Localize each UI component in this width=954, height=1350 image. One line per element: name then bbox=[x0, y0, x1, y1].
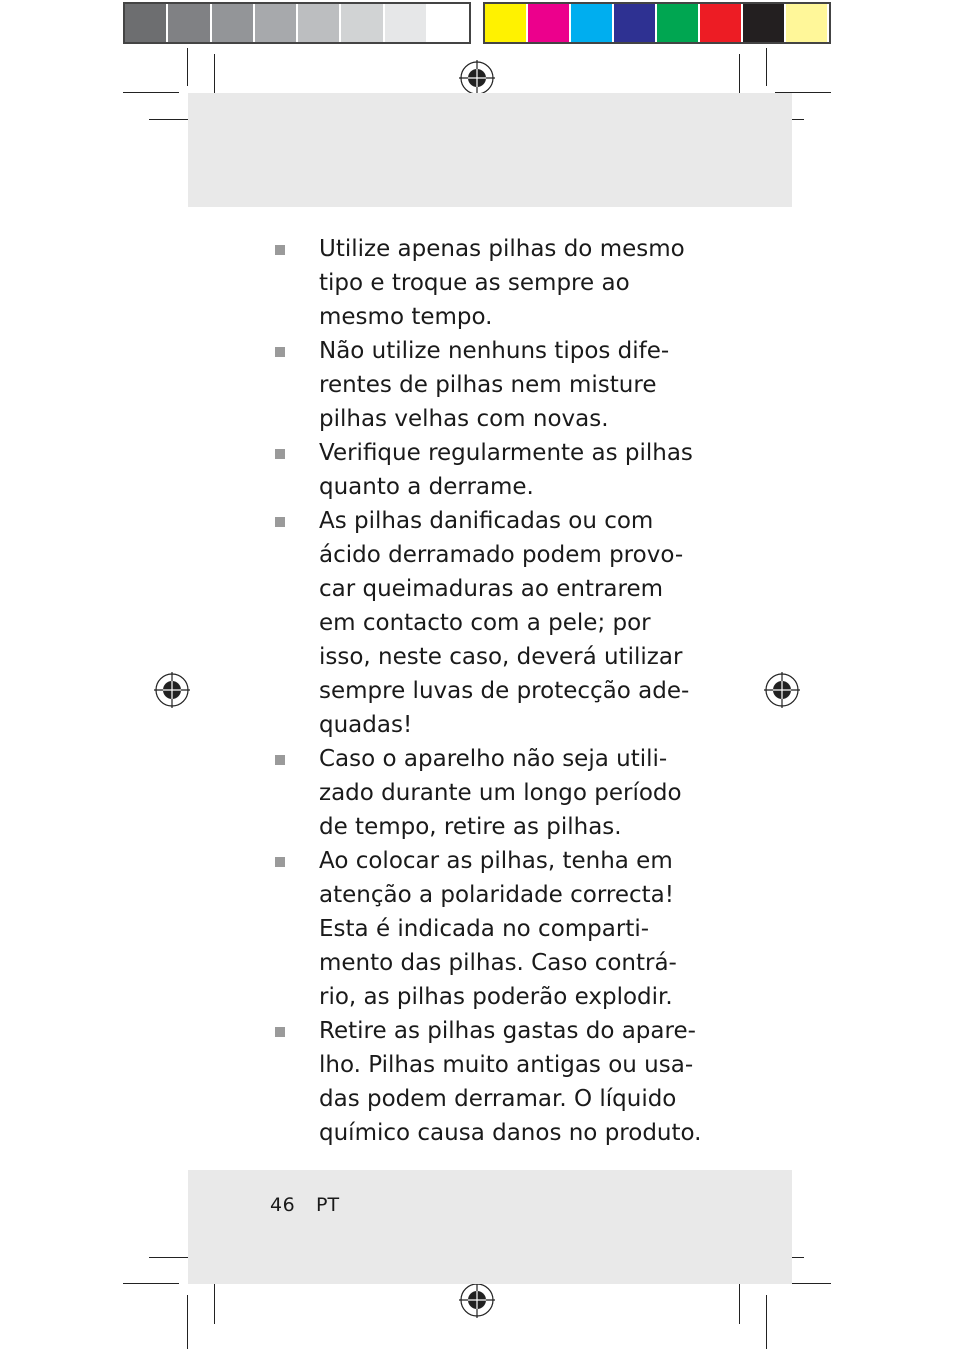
color-swatch bbox=[786, 4, 829, 42]
crop-mark bbox=[766, 48, 767, 86]
bullet-icon bbox=[275, 857, 285, 867]
list-item bbox=[270, 1014, 702, 1150]
gray-swatch bbox=[341, 4, 384, 42]
footer-band bbox=[188, 1170, 792, 1284]
text-line: rentes de pilhas nem misture bbox=[319, 372, 657, 398]
text-line: Ao colocar as pilhas, tenha em bbox=[319, 848, 673, 874]
crop-mark bbox=[739, 1278, 740, 1324]
crop-mark bbox=[187, 48, 188, 86]
registration-mark-icon bbox=[459, 60, 495, 96]
crop-mark bbox=[123, 1283, 179, 1284]
process-color-bar bbox=[483, 2, 831, 44]
color-swatch bbox=[657, 4, 700, 42]
color-swatch bbox=[528, 4, 571, 42]
text-line: pilhas velhas com novas. bbox=[319, 406, 609, 432]
gray-swatch bbox=[168, 4, 211, 42]
registration-mark-icon bbox=[459, 1282, 495, 1318]
bullet-icon bbox=[275, 1027, 285, 1037]
gray-swatch bbox=[212, 4, 255, 42]
crop-mark bbox=[766, 1295, 767, 1349]
gray-swatch bbox=[298, 4, 341, 42]
list-item bbox=[270, 742, 680, 844]
color-swatch bbox=[485, 4, 528, 42]
color-swatch bbox=[700, 4, 743, 42]
list-item bbox=[270, 844, 680, 1014]
page-number: 46 bbox=[270, 1194, 296, 1216]
list-item bbox=[270, 436, 693, 504]
list-item bbox=[270, 334, 680, 436]
text-line: quanto a derrame. bbox=[319, 474, 534, 500]
text-line: sempre luvas de protecção ade- bbox=[319, 678, 690, 704]
text-line: Retire as pilhas gastas do apare- bbox=[319, 1018, 696, 1044]
safety-instructions-list bbox=[270, 232, 702, 1150]
gray-swatch bbox=[255, 4, 298, 42]
text-line: em contacto com a pele; por bbox=[319, 610, 651, 636]
text-line: atenção a polaridade correcta! bbox=[319, 882, 674, 908]
grayscale-color-bar bbox=[123, 2, 471, 44]
text-line: isso, neste caso, deverá utilizar bbox=[319, 644, 683, 670]
gray-swatch bbox=[385, 4, 428, 42]
text-line: das podem derramar. O líquido bbox=[319, 1086, 677, 1112]
text-line: mento das pilhas. Caso contrá- bbox=[319, 950, 677, 976]
text-line: rio, as pilhas poderão explodir. bbox=[319, 984, 673, 1010]
crop-mark bbox=[214, 1278, 215, 1324]
text-line: lho. Pilhas muito antigas ou usa- bbox=[319, 1052, 694, 1078]
header-band bbox=[188, 93, 792, 207]
bullet-icon bbox=[275, 517, 285, 527]
list-item bbox=[270, 504, 690, 742]
text-line: Não utilize nenhuns tipos dife- bbox=[319, 338, 670, 364]
text-line: zado durante um longo período bbox=[319, 780, 682, 806]
text-line: Verifique regularmente as pilhas bbox=[319, 440, 693, 466]
text-line: mesmo tempo. bbox=[319, 304, 493, 330]
list-item bbox=[270, 232, 685, 334]
text-line: químico causa danos no produto. bbox=[319, 1120, 702, 1146]
text-line: quadas! bbox=[319, 712, 413, 738]
registration-mark-icon bbox=[154, 672, 190, 708]
text-line: Esta é indicada no comparti- bbox=[319, 916, 650, 942]
bullet-icon bbox=[275, 245, 285, 255]
gray-swatch bbox=[428, 4, 469, 42]
text-line: de tempo, retire as pilhas. bbox=[319, 814, 622, 840]
text-line: Utilize apenas pilhas do mesmo bbox=[319, 236, 685, 262]
crop-mark bbox=[187, 1295, 188, 1349]
color-swatch bbox=[743, 4, 786, 42]
bullet-icon bbox=[275, 449, 285, 459]
bullet-icon bbox=[275, 347, 285, 357]
text-line: ácido derramado podem provo- bbox=[319, 542, 684, 568]
color-swatch bbox=[614, 4, 657, 42]
color-swatch bbox=[571, 4, 614, 42]
text-line: tipo e troque as sempre ao bbox=[319, 270, 630, 296]
text-line: car queimaduras ao entrarem bbox=[319, 576, 664, 602]
registration-mark-icon bbox=[764, 672, 800, 708]
text-line: As pilhas danificadas ou com bbox=[319, 508, 654, 534]
bullet-icon bbox=[275, 755, 285, 765]
crop-mark bbox=[123, 92, 179, 93]
language-code: PT bbox=[316, 1194, 340, 1216]
text-line: Caso o aparelho não seja utili- bbox=[319, 746, 668, 772]
gray-swatch bbox=[125, 4, 168, 42]
